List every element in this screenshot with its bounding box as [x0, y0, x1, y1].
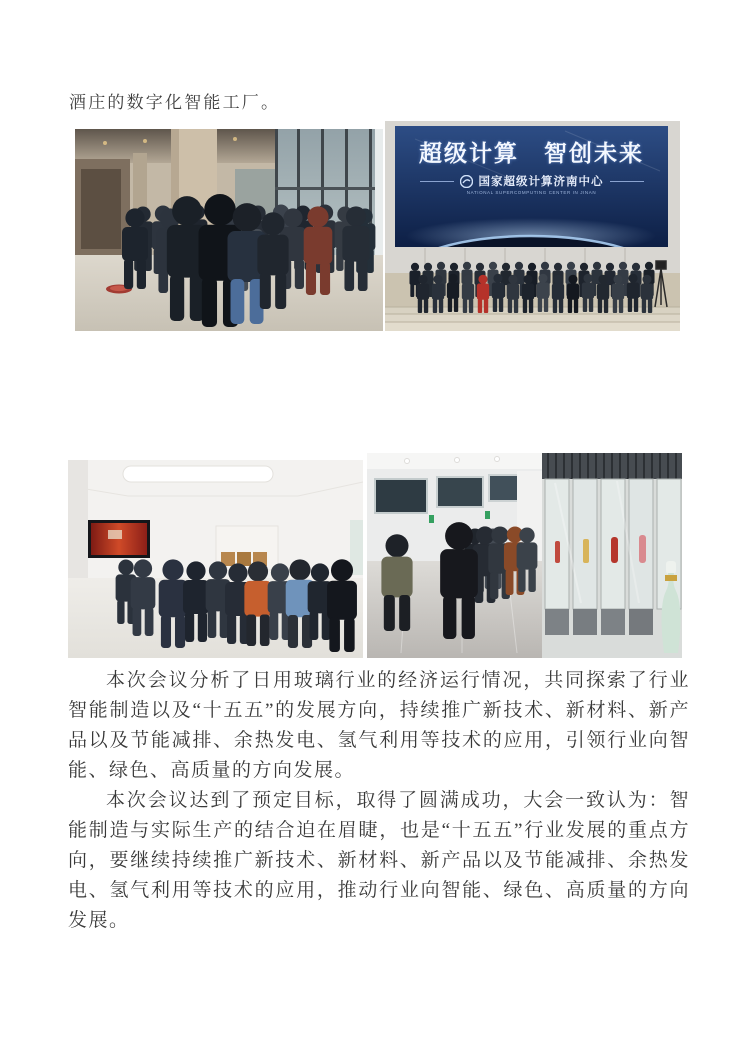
corridor-scene-illustration [367, 453, 682, 658]
photo-lobby-visit [75, 129, 383, 331]
tv-screen [88, 520, 150, 558]
banner-title: 超级计算 智创未来 [419, 140, 644, 166]
display-alcove [216, 526, 278, 570]
article-body [68, 666, 690, 936]
paragraph-1: 本次会议分析了日用玻璃行业的经济运行情况，共同探索了行业智能制造以及“十五五”的发展方向，持续推广新技术、新材料、新产品以及节能减排、余热发电、氢气利用等技术的应用，引领行业向智能、绿色、高质量的方向发展。 [68, 670, 690, 781]
banner-org-name: 国家超级计算济南中心 [478, 176, 604, 188]
display-cases [542, 453, 682, 658]
photo-group-supercomputing-center [385, 121, 680, 331]
exhibition-scene-illustration [68, 460, 363, 658]
lobby-scene-illustration [75, 129, 383, 331]
supercomputing-scene-illustration [385, 121, 680, 331]
paragraph-2: 本次会议达到了预定目标，取得了圆满成功，大会一致认为：智能制造与实际生产的结合迫在眉睫，也是“十五五”行业发展的重点方向，要继续持续推广新技术、新材料、新产品以及节能减排、余热发电、氢气利用等技术的应用，推动行业向智能、绿色、高质量的方向发展。 [68, 790, 690, 931]
intro-line: 酒庄的数字化智能工厂。 [69, 93, 281, 112]
photo-corridor-display-cases [367, 453, 682, 658]
photo-exhibition-room [68, 460, 363, 658]
ceiling-cove [123, 466, 273, 482]
left-wall [68, 460, 88, 580]
banner-org-name-en: NATIONAL SUPERCOMPUTING CENTER IN JINAN [466, 190, 597, 195]
far-interior-shade [81, 169, 121, 249]
